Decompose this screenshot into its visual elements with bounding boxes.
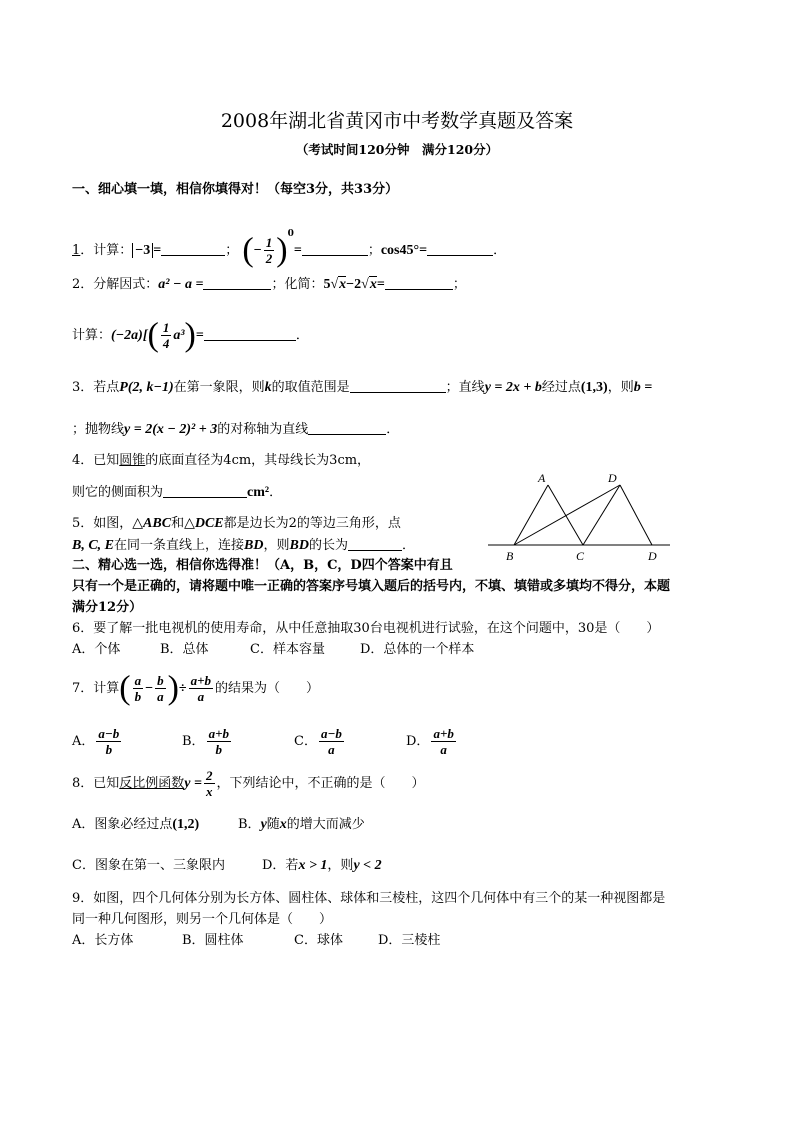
question-9-options bbox=[72, 931, 734, 951]
q1-number: 1 bbox=[72, 243, 81, 258]
q6-option-a[interactable]: A．个体 bbox=[72, 642, 121, 657]
q3-blank-1[interactable] bbox=[350, 378, 446, 393]
q4-blank[interactable] bbox=[163, 483, 247, 498]
section2-heading-1: 二、精心选一选，相信你选得准！（A，B，C，D四个答案中有且 bbox=[72, 558, 453, 573]
question-8-options-cd bbox=[72, 856, 734, 876]
label-D-bottom: D bbox=[648, 549, 657, 563]
q1-blank-1[interactable] bbox=[161, 241, 225, 256]
question-9: 9．如图，四个几何体分别为长方体、圆柱体、球体和三棱柱，这四个几何体中有三个的某一种视图都是 bbox=[72, 891, 666, 906]
q1-abs: −3 bbox=[132, 243, 153, 258]
q8-option-c[interactable]: C．图象在第一、三象限内 bbox=[72, 858, 225, 873]
q7-option-d[interactable]: D． $\frac{a+b}{a}$ bbox=[406, 726, 454, 757]
question-7-options bbox=[72, 722, 734, 762]
q8-option-d[interactable]: D．若x > 1，则y < 2 bbox=[262, 858, 382, 873]
q6-option-c[interactable]: C．样本容量 bbox=[250, 642, 325, 657]
q7-option-b[interactable]: B． $\frac{a+b}{b}$ bbox=[182, 726, 229, 757]
label-D-top: D bbox=[608, 471, 617, 485]
question-2: 2．分解因式：a² − a = ；化简：5√x−2√x= ； bbox=[72, 277, 466, 292]
inverse-function-link[interactable]: 反比例函数 bbox=[119, 776, 185, 791]
section1-heading: 一、细心填一填，相信你填得对！（每空3分，共33分） bbox=[72, 182, 399, 197]
q1-fraction: $\frac{1}{2}$ bbox=[265, 235, 273, 266]
q6-option-d[interactable]: D．总体的一个样本 bbox=[360, 642, 475, 657]
q2-blank-2[interactable] bbox=[385, 275, 453, 290]
q1-blank-2[interactable] bbox=[302, 241, 368, 256]
question-2-compute: 计算：(−2a)[( $\frac{1}{4}$ a³)= ． bbox=[72, 316, 309, 354]
question-8: 8．已知反比例函数y = $\frac{2}{x}$ ，下列结论中，不正确的是（ ） bbox=[72, 768, 425, 799]
question-9-line-2: 同一种几何图形，则另一个几何体是（ ） bbox=[72, 912, 333, 927]
label-A: A bbox=[538, 471, 546, 485]
q6-option-b[interactable]: B．总体 bbox=[160, 642, 209, 657]
page-title: 2008年湖北省黄冈市中考数学真题及答案 bbox=[220, 110, 574, 132]
question-3-line-2: ；抛物线y = 2(x − 2)² + 3的对称轴为直线 ． bbox=[72, 422, 400, 437]
q3-blank-3[interactable] bbox=[308, 420, 386, 435]
q2-blank-3[interactable] bbox=[204, 326, 296, 341]
cone-link[interactable]: 圆锥 bbox=[119, 453, 146, 468]
question-6-options bbox=[72, 640, 734, 660]
q7-option-a[interactable]: A． $\frac{a-b}{b}$ bbox=[72, 726, 120, 757]
q8-option-b[interactable]: B．y随x的增大而减少 bbox=[238, 817, 365, 832]
question-7: 7．计算( $\frac{a}{b}$ − $\frac{b}{a}$ )÷ $\frac{a+b}{a}$ 的结果为（ ） bbox=[72, 669, 320, 707]
page-subtitle: （考试时间120分钟 满分120分） bbox=[295, 142, 499, 157]
q1-blank-3[interactable] bbox=[427, 241, 493, 256]
q9-option-b[interactable]: B．圆柱体 bbox=[182, 933, 244, 948]
question-5: 5．如图，△ABC和△DCE都是边长为2的等边三角形，点 bbox=[72, 516, 401, 531]
q8-option-a[interactable]: A．图象必经过点(1,2) bbox=[72, 817, 200, 832]
q9-option-a[interactable]: A．长方体 bbox=[72, 933, 134, 948]
question-3: 3．若点P(2, k−1)在第一象限，则k的取值范围是 ；直线y = 2x + b经过点(1,3)，则b = bbox=[72, 380, 653, 395]
label-C: C bbox=[576, 549, 585, 563]
q2-blank-1[interactable] bbox=[203, 275, 271, 290]
section2-heading-2: 只有一个是正确的，请将题中唯一正确的答案序号填入题后的括号内，不填、填错或多填均不得分，本题 bbox=[72, 579, 671, 594]
question-4-line-2: 则它的侧面积为 cm²． bbox=[72, 485, 283, 500]
question-5-line-2: B, C, E在同一条直线上，连接BD，则BD的长为 ． bbox=[72, 538, 415, 553]
question-1: 1．计算： −3 = ； (− $\frac{1}{2}$ )$^0$= ；cos45°= ． bbox=[72, 229, 507, 269]
label-B: B bbox=[506, 549, 514, 563]
question-4: 4．已知圆锥的底面直径为4cm，其母线长为3cm， bbox=[72, 453, 371, 468]
q2-factor-expr: a² − a = bbox=[158, 277, 204, 292]
question-8-options-ab bbox=[72, 815, 734, 835]
section2-heading-3: 满分12分） bbox=[72, 600, 143, 615]
q9-option-d[interactable]: D．三棱柱 bbox=[378, 933, 441, 948]
q9-option-c[interactable]: C．球体 bbox=[294, 933, 343, 948]
triangle-figure bbox=[488, 468, 674, 564]
q5-blank[interactable] bbox=[348, 536, 402, 551]
question-6: 6．要了解一批电视机的使用寿命，从中任意抽取30台电视机进行试验，在这个问题中，30是（ ） bbox=[72, 621, 660, 636]
q7-option-c[interactable]: C． $\frac{a-b}{a}$ bbox=[294, 726, 342, 757]
